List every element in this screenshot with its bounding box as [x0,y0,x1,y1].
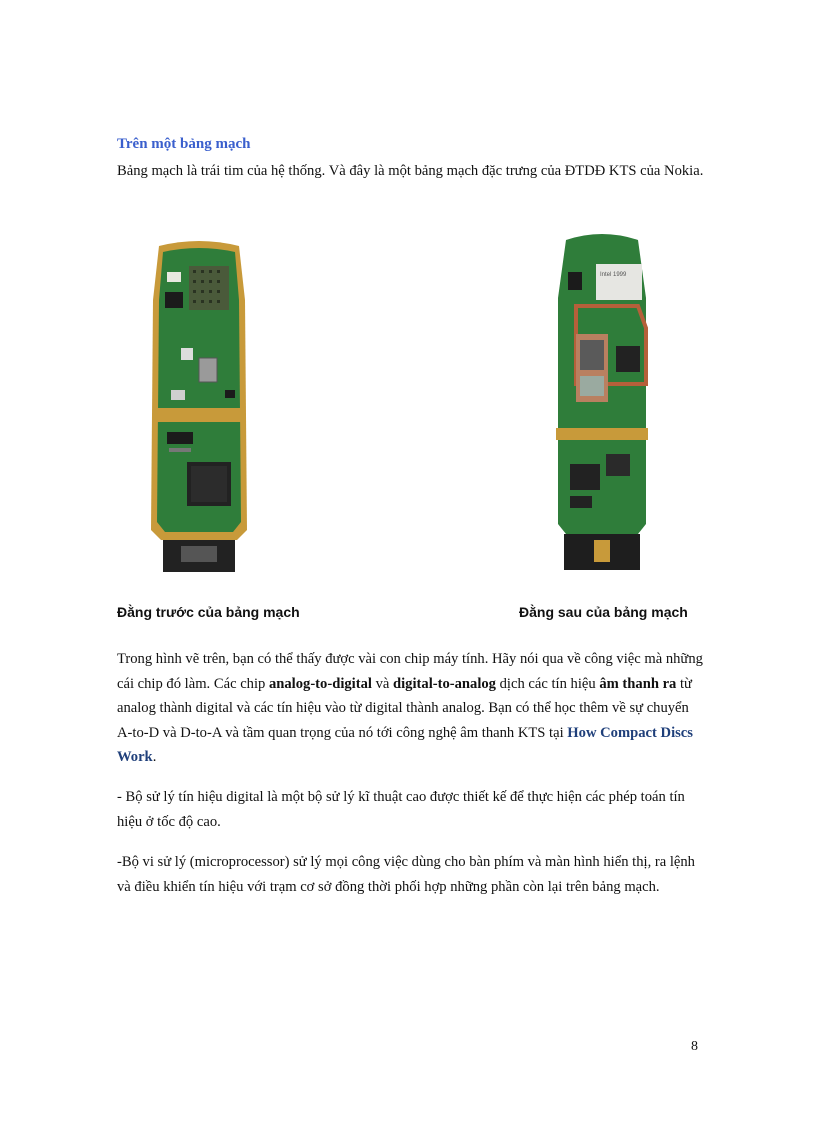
dsp-paragraph: - Bộ sử lý tín hiệu digital là một bộ sử lý kĩ thuật cao được thiết kế để thực hiện các phép toán tín hiệu ở tốc độ cao. [117,789,685,830]
term-analog-to-digital: analog-to-digital [268,675,372,692]
front-board-photo [141,240,257,576]
section-heading: Trên một bảng mạch [117,136,251,152]
chip-paragraph: Trong hình vẽ trên, bạn có thể thấy được vài con chip máy tính. Hãy nói qua về công việc mà những cái chip đó làm. Các chip analog-to-digital và digital-to-analog dịch các tín hiệu âm thanh ra từ analog thành digital và các tín hiệu vào từ digital thành analog. Bạn có thể học thêm về sự chuyển A-to-D và D-to-A và tầm quan trọng của nó tới công nghệ âm thanh KTS tại How Compact Discs Work. [117,651,703,765]
page-number: 8 [691,1039,698,1054]
term-audio-out: âm thanh ra [599,675,677,692]
microprocessor-paragraph: -Bộ vi sử lý (microprocessor) sử lý mọi công việc dùng cho bàn phím và màn hình hiển thị, ra lệnh và điều khiển tín hiệu với trạm cơ sở đồng thời phối hợp những phần còn lại trên bảng mạch. [117,854,695,895]
back-board-photo [542,228,662,574]
caption-back: Đằng sau của bảng mạch [519,604,688,620]
intro-paragraph: Bảng mạch là trái tim của hệ thống. Và đây là một bảng mạch đặc trưng của ĐTDĐ KTS của Nokia. [117,163,704,179]
back-chip-label: Intel 1999 [600,272,627,278]
caption-front: Đằng trước của bảng mạch [117,604,300,620]
how-compact-discs-work-link[interactable]: How Compact Discs Work [117,724,693,765]
term-digital-to-analog: digital-to-analog [393,675,496,692]
